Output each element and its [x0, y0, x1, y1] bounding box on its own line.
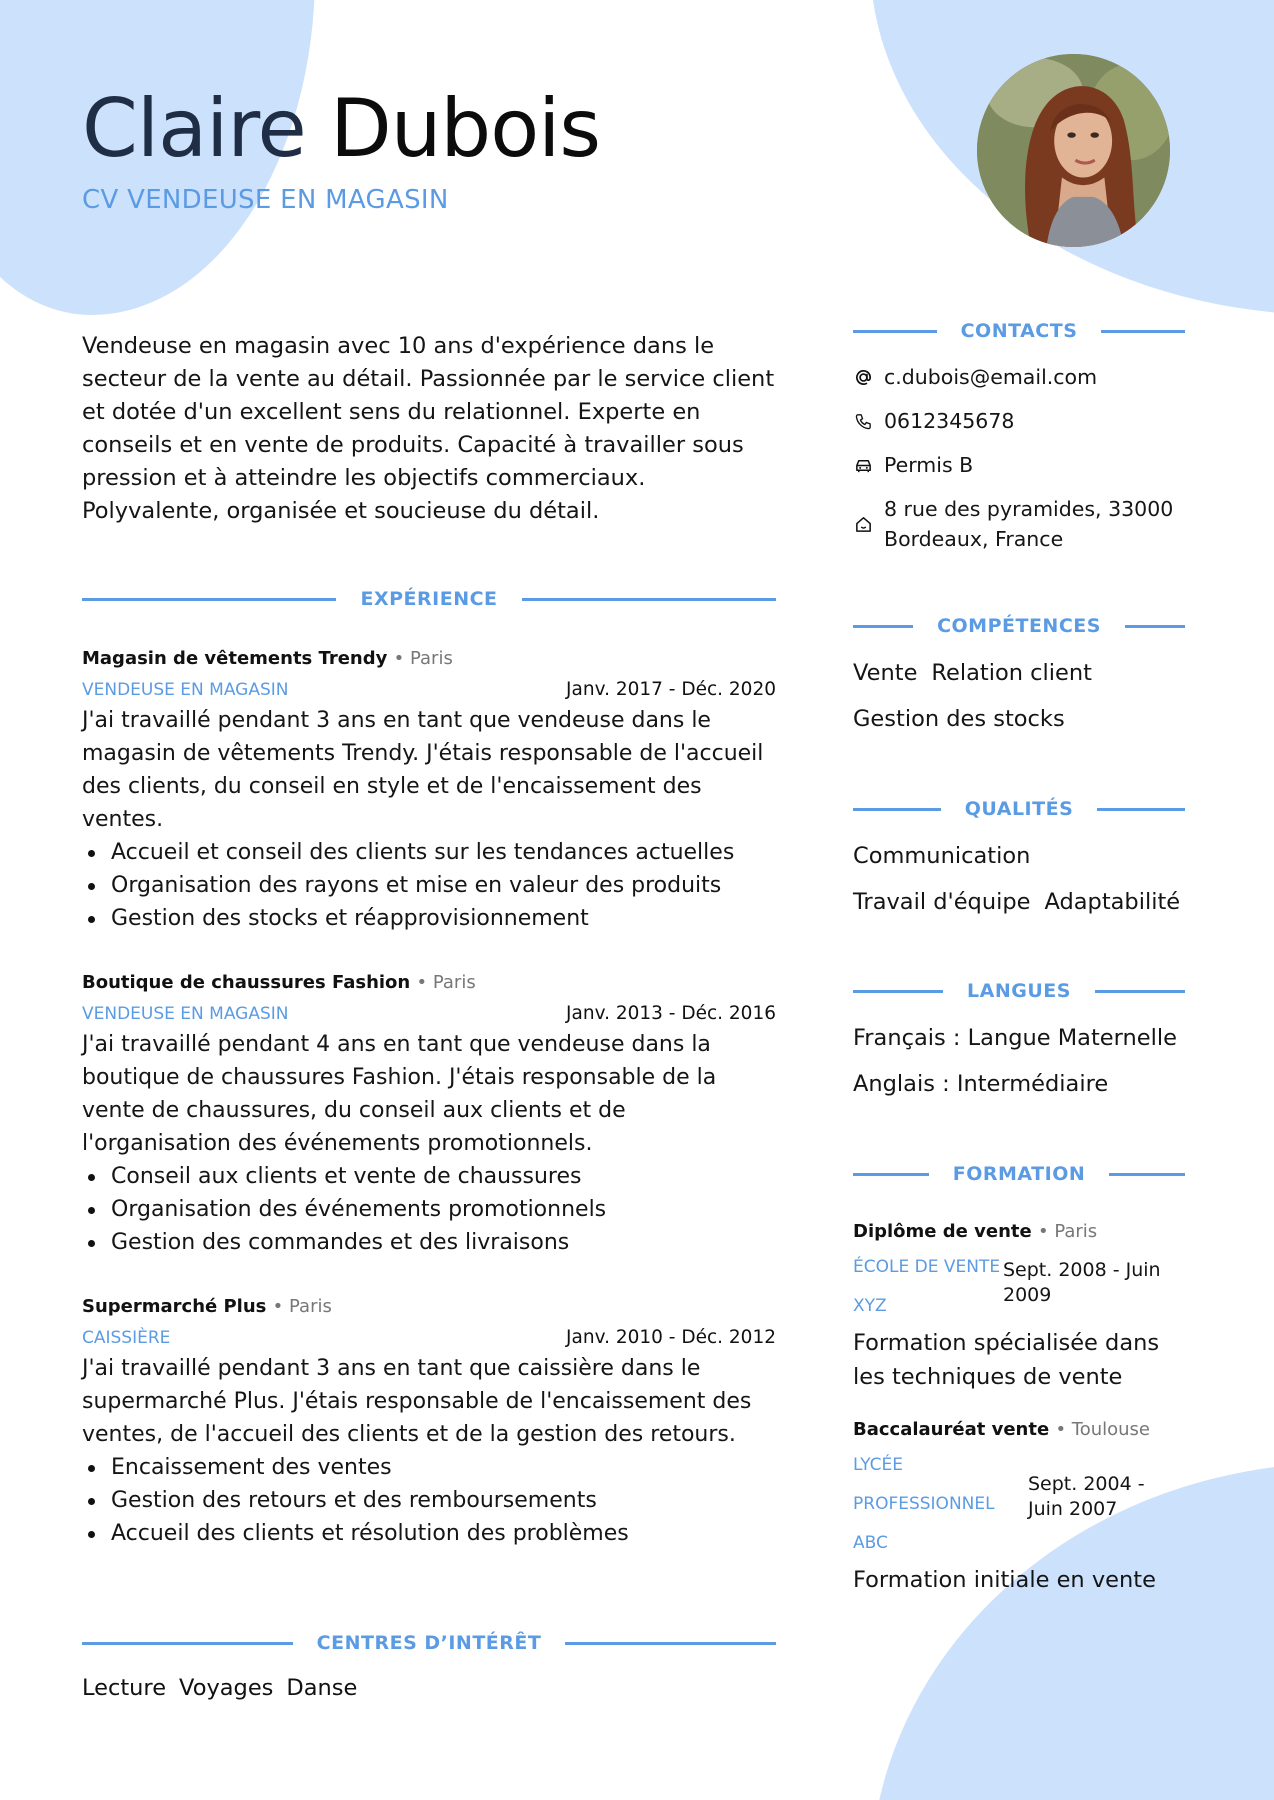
language-item: Français : Langue Maternelle [853, 1025, 1177, 1051]
job-role: VENDEUSE EN MAGASIN [82, 680, 289, 700]
degree-name: Baccalauréat vente [853, 1419, 1050, 1440]
languages-title: LANGUES [967, 980, 1071, 1002]
job-bullets [82, 1451, 776, 1550]
job-description: J'ai travaillé pendant 4 ans en tant que vendeuse dans la boutique de chaussures Fashion. J'étais responsable de la vente de chaussures, du conseil aux clients et de l'organisation des événements promotionnels. [82, 1032, 717, 1156]
resume-subtitle: CV VENDEUSE EN MAGASIN [82, 185, 449, 215]
job-dates: Janv. 2013 - Déc. 2016 [566, 1003, 776, 1024]
first-name: Claire [82, 82, 306, 175]
job-description: J'ai travaillé pendant 3 ans en tant que caissière dans le supermarché Plus. J'étais responsable de l'encaissement des ventes, de l'accueil des clients et de la gestion des retours. [82, 1356, 752, 1447]
school-line: ABC [853, 1533, 888, 1553]
bullet-item: Gestion des stocks et réapprovisionnement [82, 902, 776, 935]
experience-title: EXPÉRIENCE [360, 588, 498, 610]
company-name: Supermarché Plus [82, 1296, 267, 1317]
company-name: Magasin de vêtements Trendy [82, 648, 388, 669]
last-name: Dubois [330, 82, 601, 175]
divider-line [1125, 625, 1185, 628]
bullet-item: Organisation des événements promotionnels [82, 1193, 776, 1226]
school-line: XYZ [853, 1296, 887, 1316]
school-line: ÉCOLE DE VENTE [853, 1257, 1001, 1277]
quality-tag: Travail d'équipe [853, 889, 1031, 915]
education-description: Formation spécialisée dans les techniques de vente [853, 1330, 1160, 1390]
divider-line [853, 808, 941, 811]
languages-section-header [853, 980, 1185, 1002]
education-title: FORMATION [952, 1163, 1086, 1185]
divider-line [1097, 808, 1185, 811]
divider-line [853, 625, 913, 628]
job-dates: Janv. 2010 - Déc. 2012 [566, 1327, 776, 1348]
contacts-section-header [853, 320, 1185, 342]
job-entry-2 [82, 972, 776, 1259]
home-icon [853, 494, 873, 554]
interests-title: CENTRES D’INTÉRÊT [316, 1632, 542, 1654]
job-dates: Janv. 2017 - Déc. 2020 [566, 679, 776, 700]
divider-line [522, 598, 776, 601]
job-company [82, 648, 776, 669]
divider-line [565, 1642, 776, 1645]
school-name [853, 1446, 1028, 1563]
languages-list [853, 1015, 1185, 1107]
qualities-section-header [853, 798, 1185, 820]
bullet-item: Encaissement des ventes [82, 1451, 776, 1484]
contact-email[interactable] [853, 362, 1185, 392]
contacts-title: CONTACTS [960, 320, 1078, 342]
school-name [853, 1248, 1003, 1326]
interest-item: Lecture [82, 1675, 167, 1701]
interests-list [82, 1675, 357, 1701]
candidate-name [82, 82, 600, 175]
divider-line [82, 598, 336, 601]
job-role: VENDEUSE EN MAGASIN [82, 1004, 289, 1024]
education-location: • Paris [1037, 1221, 1098, 1242]
education-section-header [853, 1163, 1185, 1185]
education-entry-1 [853, 1221, 1185, 1394]
skill-tag: Gestion des stocks [853, 706, 1065, 732]
education-dates: Sept. 2004 - Juin 2007 [1028, 1473, 1145, 1520]
contact-address [853, 494, 1185, 554]
qualities-list [853, 833, 1185, 925]
quality-tag: Adaptabilité [1044, 889, 1181, 915]
license-text: Permis B [884, 453, 974, 477]
divider-line [1101, 330, 1185, 333]
job-location: • Paris [416, 972, 476, 993]
language-item: Anglais : Intermédiaire [853, 1071, 1109, 1097]
profile-summary: Vendeuse en magasin avec 10 ans d'expérience dans le secteur de la vente au détail. Passionnée par le service client et dotée d'un excellent sens du relationnel. Experte en conseils et en vente de produits. Capacité à travailler sous pression et à atteindre les objectifs commerciaux. Polyvalente, organisée et soucieuse du détail. [82, 333, 775, 524]
email-text: c.dubois@email.com [884, 365, 1098, 389]
job-role: CAISSIÈRE [82, 1328, 171, 1348]
job-location: • Paris [393, 648, 453, 669]
address-text: 8 rue des pyramides, 33000 Bordeaux, France [884, 497, 1174, 551]
education-degree [853, 1419, 1185, 1440]
job-location: • Paris [272, 1296, 332, 1317]
bullet-item: Organisation des rayons et mise en valeur des produits [82, 869, 776, 902]
bullet-item: Accueil et conseil des clients sur les tendances actuelles [82, 836, 776, 869]
divider-line [82, 1642, 293, 1645]
phone-icon [853, 406, 873, 436]
quality-tag: Communication [853, 843, 1031, 869]
education-description: Formation initiale en vente [853, 1567, 1156, 1593]
education-degree [853, 1221, 1185, 1242]
resume-header [82, 82, 600, 215]
phone-text: 0612345678 [884, 409, 1015, 433]
interests-section-header [82, 1632, 776, 1654]
contact-phone[interactable] [853, 406, 1185, 436]
interest-item: Voyages [179, 1675, 274, 1701]
profile-photo [977, 54, 1170, 247]
job-bullets [82, 1160, 776, 1259]
job-company [82, 1296, 776, 1317]
education-dates: Sept. 2008 - Juin 2009 [1003, 1259, 1161, 1306]
skills-list [853, 650, 1185, 742]
divider-line [1109, 1173, 1185, 1176]
bullet-item: Conseil aux clients et vente de chaussures [82, 1160, 776, 1193]
divider-line [853, 990, 943, 993]
skills-section-header [853, 615, 1185, 637]
education-entry-2 [853, 1419, 1185, 1597]
school-line: LYCÉE [853, 1455, 904, 1475]
contact-license [853, 450, 1185, 480]
education-location: • Toulouse [1055, 1419, 1151, 1440]
degree-name: Diplôme de vente [853, 1221, 1032, 1242]
divider-line [1095, 990, 1185, 993]
skills-title: COMPÉTENCES [937, 615, 1101, 637]
skill-tag: Relation client [931, 660, 1092, 686]
experience-section-header [82, 588, 776, 610]
qualities-title: QUALITÉS [964, 798, 1074, 820]
school-line: PROFESSIONNEL [853, 1494, 995, 1514]
main-column [82, 330, 776, 1701]
car-icon [853, 450, 873, 480]
job-entry-1 [82, 648, 776, 935]
interest-item: Danse [286, 1675, 358, 1701]
job-bullets [82, 836, 776, 935]
bullet-item: Accueil des clients et résolution des problèmes [82, 1517, 776, 1550]
bullet-item: Gestion des retours et des remboursements [82, 1484, 776, 1517]
divider-line [853, 330, 937, 333]
at-sign-icon [853, 362, 873, 392]
job-description: J'ai travaillé pendant 3 ans en tant que vendeuse dans le magasin de vêtements Trendy. J'étais responsable de l'accueil des clients, du conseil en style et de l'encaissement des ventes. [82, 708, 764, 832]
company-name: Boutique de chaussures Fashion [82, 972, 411, 993]
job-company [82, 972, 776, 993]
contact-list [853, 362, 1185, 554]
job-entry-3 [82, 1296, 776, 1550]
divider-line [853, 1173, 929, 1176]
bullet-item: Gestion des commandes et des livraisons [82, 1226, 776, 1259]
skill-tag: Vente [853, 660, 918, 686]
